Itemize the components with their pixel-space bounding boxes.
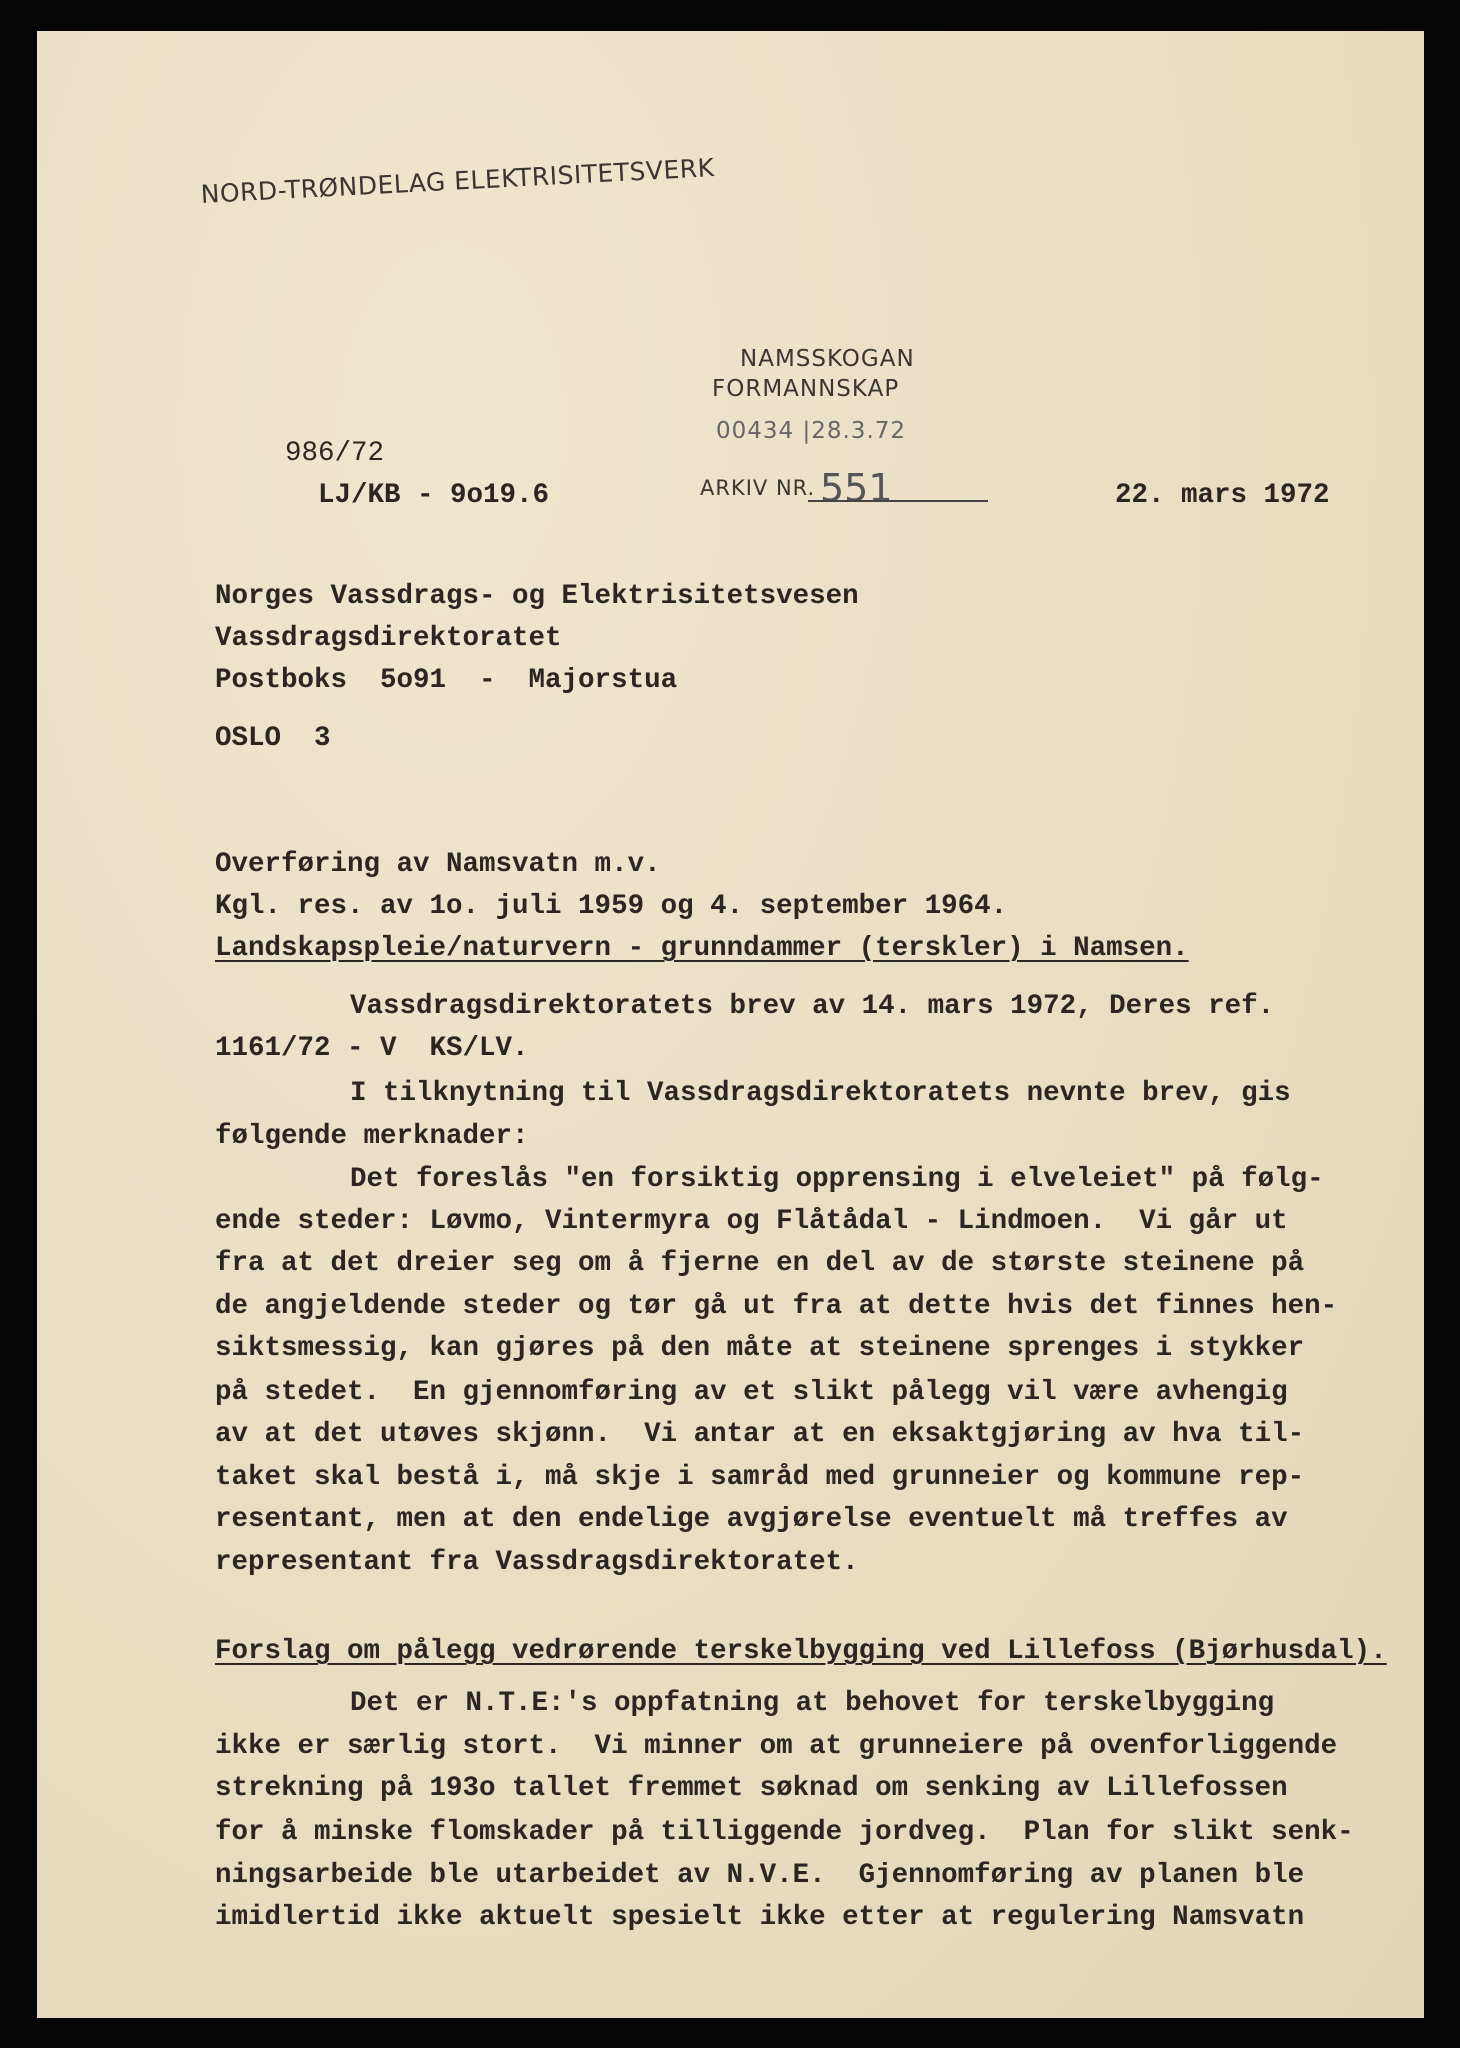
body-line: følgende merknader:	[215, 1121, 529, 1152]
body-line: imidlertid ikke aktuelt spesielt ikke etter at regulering Namsvatn	[215, 1902, 1305, 1933]
body-line: for å minske flomskader på tilliggende jordveg. Plan for slikt senk-	[215, 1817, 1354, 1848]
body-line: ende steder: Løvmo, Vintermyra og Flåtådal - Lindmoen. Vi går ut	[215, 1206, 1288, 1237]
body-line: siktsmessig, kan gjøres på den måte at steinene sprenges i stykker	[215, 1333, 1305, 1364]
body-line: Vassdragsdirektoratets brev av 14. mars 1972, Deres ref.	[350, 991, 1275, 1022]
recipient-line: Norges Vassdrags- og Elektrisitetsvesen	[215, 581, 859, 612]
letter-page	[37, 31, 1424, 2018]
recipient-line: Postboks 5o91 - Majorstua	[215, 665, 678, 696]
body-line: ikke er særlig stort. Vi minner om at grunneiere på ovenforliggende	[215, 1731, 1338, 1762]
subject-line: Kgl. res. av 1o. juli 1959 og 4. september 1964.	[215, 891, 1008, 922]
body-line: fra at det dreier seg om å fjerne en del av de største steinene på	[215, 1248, 1305, 1279]
body-line: ningsarbeide ble utarbeidet av N.V.E. Gjennomføring av planen ble	[215, 1860, 1305, 1891]
letterhead-stamp: NORD-TRØNDELAG ELEKTRISITETSVERK	[200, 153, 716, 209]
body-line: Det foreslås "en forsiktig opprensing i elveleiet" på følg-	[350, 1164, 1324, 1195]
body-line: I tilknytning til Vassdragsdirektoratets nevnte brev, gis	[350, 1078, 1291, 1109]
our-number: 986/72	[285, 438, 385, 469]
stamp-arkiv-label: ARKIV NR.	[700, 476, 816, 500]
body-line: på stedet. En gjennomføring av et slikt pålegg vil være avhengig	[215, 1377, 1288, 1408]
letter-date: 22. mars 1972	[1115, 480, 1330, 511]
stamp-line-2: FORMANNSKAP	[712, 376, 900, 402]
subject-line: Overføring av Namsvatn m.v.	[215, 849, 661, 880]
stamp-line-1: NAMSSKOGAN	[740, 346, 915, 372]
body-line: de angjeldende steder og tør gå ut fra at dette hvis det finnes hen-	[215, 1291, 1338, 1322]
reference-code: LJ/KB - 9o19.6	[318, 480, 550, 511]
recipient-line: OSLO 3	[215, 723, 331, 754]
body-line: av at det utøves skjønn. Vi antar at en eksaktgjøring av hva til-	[215, 1419, 1305, 1450]
subject-heading: Landskapspleie/naturvern - grunndammer (terskler) i Namsen.	[215, 933, 1189, 964]
body-line: taket skal bestå i, må skje i samråd med grunneier og kommune rep-	[215, 1462, 1305, 1493]
recipient-line: Vassdragsdirektoratet	[215, 623, 562, 654]
body-line: resentant, men at den endelige avgjørelse eventuelt må treffes av	[215, 1504, 1288, 1535]
stamp-number-date: 00434 |28.3.72	[716, 418, 907, 444]
body-line: Det er N.T.E:'s oppfatning at behovet for terskelbygging	[350, 1688, 1275, 1719]
body-line: representant fra Vassdragsdirektoratet.	[215, 1547, 859, 1578]
arkiv-underline	[808, 500, 988, 502]
stamp-arkiv-number: 551	[820, 466, 893, 510]
section-heading: Forslag om pålegg vedrørende terskelbygging ved Lillefoss (Bjørhusdal).	[215, 1636, 1387, 1667]
body-line: strekning på 193o tallet fremmet søknad om senking av Lillefossen	[215, 1773, 1288, 1804]
body-line: 1161/72 - V KS/LV.	[215, 1033, 529, 1064]
